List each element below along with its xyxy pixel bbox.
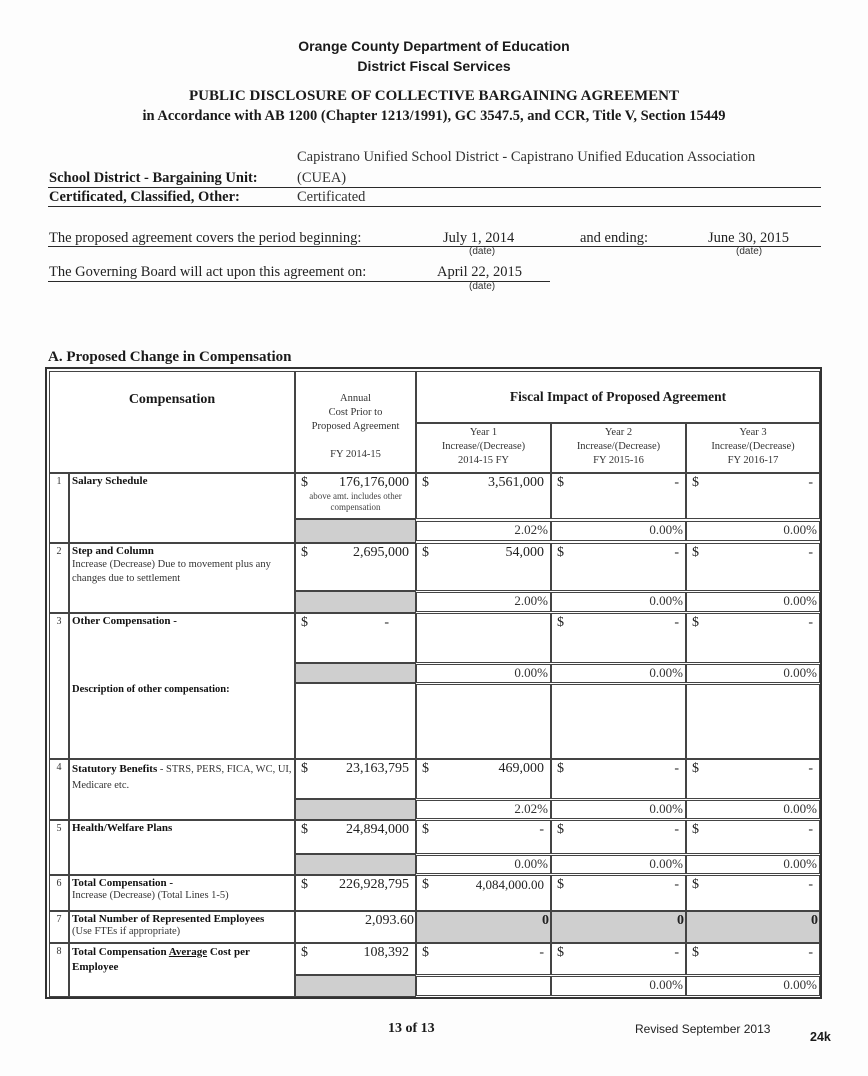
year1-pct-cell [416,800,551,819]
revision-note: Revised September 2013 [635,1022,771,1036]
currency-symbol: $ [301,615,308,630]
header-compensation-label: Compensation [128,392,216,407]
year2-pct: 0.00% [649,522,683,537]
page-number: 13 of 13 [388,1021,435,1036]
year1-pct: 0.00% [514,665,548,680]
currency-symbol: $ [301,761,308,776]
year-label: Increase/(Decrease) [576,441,661,452]
currency-symbol: $ [422,877,429,892]
line-number: 7 [49,911,69,943]
header-year1 [416,423,551,473]
year1-amount-cell [416,875,551,911]
currency-symbol: $ [301,877,308,892]
org-name: Orange County Department of Education [298,38,570,54]
prior-cost-cell [295,875,416,911]
header-fiscal-impact [416,371,820,423]
year2-amount-cell [551,759,686,799]
shaded-cell [295,854,416,875]
year2-pct-cell [551,664,686,683]
year-label: 2014-15 FY [457,455,510,466]
year1-pct-cell [416,976,551,996]
line-number: 3 [49,613,69,759]
year-label: Year 3 [739,427,767,438]
currency-symbol: $ [422,945,429,960]
year3-pct-cell [686,664,820,683]
year1-amount-cell [416,820,551,854]
date-caption: (date) [469,246,496,257]
year1-pct-cell [416,521,551,541]
currency-symbol: $ [692,615,699,630]
shaded-cell [295,663,416,683]
year3-amount-cell [686,543,820,591]
prior-amount: 108,392 [363,945,409,960]
year1-pct-cell [416,664,551,683]
shaded-cell [295,591,416,613]
year2-pct: 0.00% [649,665,683,680]
district-label: School District - Bargaining Unit: [49,170,258,186]
year2-pct: 0.00% [649,856,683,871]
year2-amount-cell [551,820,686,854]
currency-symbol: $ [422,545,429,560]
year3-pct: 0.00% [783,801,817,816]
other-comp-description-cell [295,683,416,759]
currency-symbol: $ [692,945,699,960]
year3-amount-cell [686,473,820,519]
row-description: - STRS, PERS, FICA, WC, UI, Medicare etc. [72,764,292,791]
prior-note: above amt. includes other compensation [309,491,402,512]
year3-amount-cell [686,759,820,799]
currency-symbol: $ [422,761,429,776]
year3-amount: - [808,822,813,837]
currency-symbol: $ [301,545,308,560]
year1-employees: 0 [542,913,549,928]
prior-amount: 23,163,795 [346,761,409,776]
other-comp-description-label: Description of other compensation: [72,684,230,695]
year3-amount: - [808,945,813,960]
year2-amount: - [674,945,679,960]
prior-amount: 2,695,000 [353,545,409,560]
divider [48,246,821,247]
page-code: 24k [810,1030,831,1044]
year2-amount: - [674,877,679,892]
year1-amount: 469,000 [498,761,544,776]
year2-amount-cell [551,543,686,591]
year2-description-cell [551,684,686,759]
line-number: 2 [49,543,69,613]
year1-amount-cell [416,543,551,591]
year3-pct: 0.00% [783,856,817,871]
year1-description-cell [416,684,551,759]
header-year2 [551,423,686,473]
currency-symbol: $ [557,822,564,837]
row-label-text: Cost per Employee [72,946,250,973]
year3-pct-cell [686,521,820,541]
row-label [70,944,294,976]
line-number: 1 [49,473,69,543]
year2-pct-cell [551,976,686,996]
year1-amount-cell [416,613,551,663]
row-description: Increase (Decrease) Due to movement plus any changes due to settlement [72,559,271,584]
row-label: Total Compensation - [72,877,174,889]
currency-symbol: $ [557,877,564,892]
prior-amount: 176,176,000 [339,475,409,490]
year2-amount-cell [551,613,686,663]
row-label-salary-schedule [69,473,295,543]
year3-amount: - [808,475,813,490]
prior-cost-cell [295,911,416,943]
currency-symbol: $ [301,475,308,490]
row-label-statutory-benefits [69,759,295,820]
row-label-emphasis: Average [168,946,208,958]
period-begin-date: July 1, 2014 [443,230,515,246]
header-annual-line: Proposed Agreement [311,421,400,432]
header-fiscal-impact-label: Fiscal Impact of Proposed Agreement [509,389,727,404]
prior-amount: - [384,615,389,630]
row-label-health-welfare [69,820,295,875]
year-label: FY 2016-17 [727,455,779,466]
year1-amount-cell [416,943,551,975]
year3-amount: - [808,615,813,630]
line-number: 4 [49,759,69,820]
line-number: 6 [49,875,69,911]
category-label: Certificated, Classified, Other: [49,189,240,205]
year2-employees: 0 [677,913,684,928]
document-subtitle: in Accordance with AB 1200 (Chapter 1213/1991), GC 3547.5, and CCR, Title V, Section 15449 [142,108,726,124]
year1-amount: 4,084,000.00 [475,877,544,892]
currency-symbol: $ [557,615,564,630]
currency-symbol: $ [301,945,308,960]
period-end-date: June 30, 2015 [708,230,789,246]
year2-amount: - [674,822,679,837]
org-division: District Fiscal Services [357,58,511,74]
prior-cost-cell [295,543,416,591]
row-label: Salary Schedule [72,475,148,487]
row-description: (Use FTEs if appropriate) [72,926,181,937]
year3-amount-cell [686,820,820,854]
prior-amount: 226,928,795 [339,877,409,892]
year3-pct-cell [686,855,820,874]
year2-amount: - [674,545,679,560]
year1-amount: 3,561,000 [488,475,544,490]
year2-amount: - [674,615,679,630]
year1-pct: 2.02% [514,801,548,816]
year1-pct-cell [416,855,551,874]
row-label-represented-employees [69,911,295,943]
year3-description-cell [686,684,820,759]
year2-pct-cell [551,800,686,819]
prior-cost-cell [295,820,416,854]
currency-symbol: $ [557,545,564,560]
year3-amount: - [808,761,813,776]
board-date: April 22, 2015 [437,264,522,280]
year2-amount-cell [551,943,686,975]
year2-pct: 0.00% [649,801,683,816]
year3-employees: 0 [811,913,818,928]
date-caption: (date) [469,281,496,292]
year3-pct: 0.00% [783,665,817,680]
year-label: Year 2 [604,427,633,438]
row-label-other-compensation [69,613,295,759]
shaded-cell [295,799,416,820]
year1-amount: - [539,945,544,960]
line-number: 5 [49,820,69,875]
shaded-cell [295,519,416,543]
header-annual-cost [295,371,416,473]
period-label: The proposed agreement covers the period beginning: [49,230,362,246]
line-number: 8 [49,943,69,997]
currency-symbol: $ [422,822,429,837]
header-annual-line: Annual [340,393,371,404]
row-label: Total Number of Represented Employees [72,913,265,925]
year-label: Year 1 [469,427,498,438]
year3-amount-cell [686,613,820,663]
row-label-wrap [70,760,294,794]
year1-pct: 0.00% [514,856,548,871]
year2-employees-cell [551,911,686,943]
prior-amount: 24,894,000 [346,822,409,837]
row-label-step-and-column [69,543,295,613]
year-label: FY 2015-16 [593,455,644,466]
prior-cost-cell [295,759,416,799]
header-annual-line: Cost Prior to [328,407,383,418]
header-year3 [686,423,820,473]
year2-amount-cell [551,875,686,911]
year2-amount: - [674,761,679,776]
board-label: The Governing Board will act upon this agreement on: [49,264,367,280]
year2-amount-cell [551,473,686,519]
currency-symbol: $ [692,877,699,892]
year2-pct-cell [551,855,686,874]
year1-pct: 2.00% [514,593,548,608]
divider [48,187,821,188]
year-label: Increase/(Decrease) [711,441,795,452]
year2-amount: - [674,475,679,490]
section-title: A. Proposed Change in Compensation [48,349,292,365]
row-label-text: Total Compensation [72,946,169,958]
year3-amount-cell [686,943,820,975]
year2-pct-cell [551,521,686,541]
compensation-table [45,367,822,999]
year3-pct: 0.00% [783,522,817,537]
row-label-total-compensation [69,875,295,911]
year3-amount: - [808,877,813,892]
row-label: Other Compensation - [72,615,177,627]
year3-pct-cell [686,592,820,612]
prior-amount: 2,093.60 [365,913,414,928]
year1-amount-cell [416,759,551,799]
year2-pct: 0.00% [649,593,683,608]
header-compensation [49,371,295,473]
year3-pct: 0.00% [783,593,817,608]
prior-cost-cell [295,473,416,519]
currency-symbol: $ [301,822,308,837]
prior-cost-cell [295,943,416,975]
currency-symbol: $ [557,761,564,776]
year1-employees-cell [416,911,551,943]
year1-pct: 2.02% [514,522,548,537]
row-description: Increase (Decrease) (Total Lines 1-5) [72,890,229,901]
district-value-line1: Capistrano Unified School District - Capistrano Unified Education Association [297,149,756,165]
currency-symbol: $ [692,475,699,490]
currency-symbol: $ [422,475,429,490]
year3-employees-cell [686,911,820,943]
year3-pct: 0.00% [783,977,817,992]
year-label: Increase/(Decrease) [441,441,526,452]
year1-amount: - [539,822,544,837]
year3-pct-cell [686,800,820,819]
divider [48,206,821,207]
year1-amount: 54,000 [505,545,544,560]
currency-symbol: $ [557,475,564,490]
currency-symbol: $ [692,822,699,837]
document-title: PUBLIC DISCLOSURE OF COLLECTIVE BARGAINING AGREEMENT [189,88,679,104]
period-end-label: and ending: [580,230,649,246]
prior-cost-cell [295,613,416,663]
header-annual-fy: FY 2014-15 [330,449,381,460]
year1-pct-cell [416,592,551,612]
year3-amount: - [808,545,813,560]
date-caption: (date) [736,246,763,257]
currency-symbol: $ [692,545,699,560]
year1-amount-cell [416,473,551,519]
currency-symbol: $ [557,945,564,960]
district-value-line2: (CUEA) [297,170,347,186]
row-label: Statutory Benefits [72,763,158,775]
shaded-cell [295,975,416,997]
year2-pct-cell [551,592,686,612]
currency-symbol: $ [692,761,699,776]
row-label: Health/Welfare Plans [72,822,173,834]
year3-amount-cell [686,875,820,911]
row-label-average-cost [69,943,295,997]
year3-pct-cell [686,976,820,996]
row-label: Step and Column [72,545,154,557]
category-value: Certificated [297,189,366,205]
year2-pct: 0.00% [649,977,683,992]
